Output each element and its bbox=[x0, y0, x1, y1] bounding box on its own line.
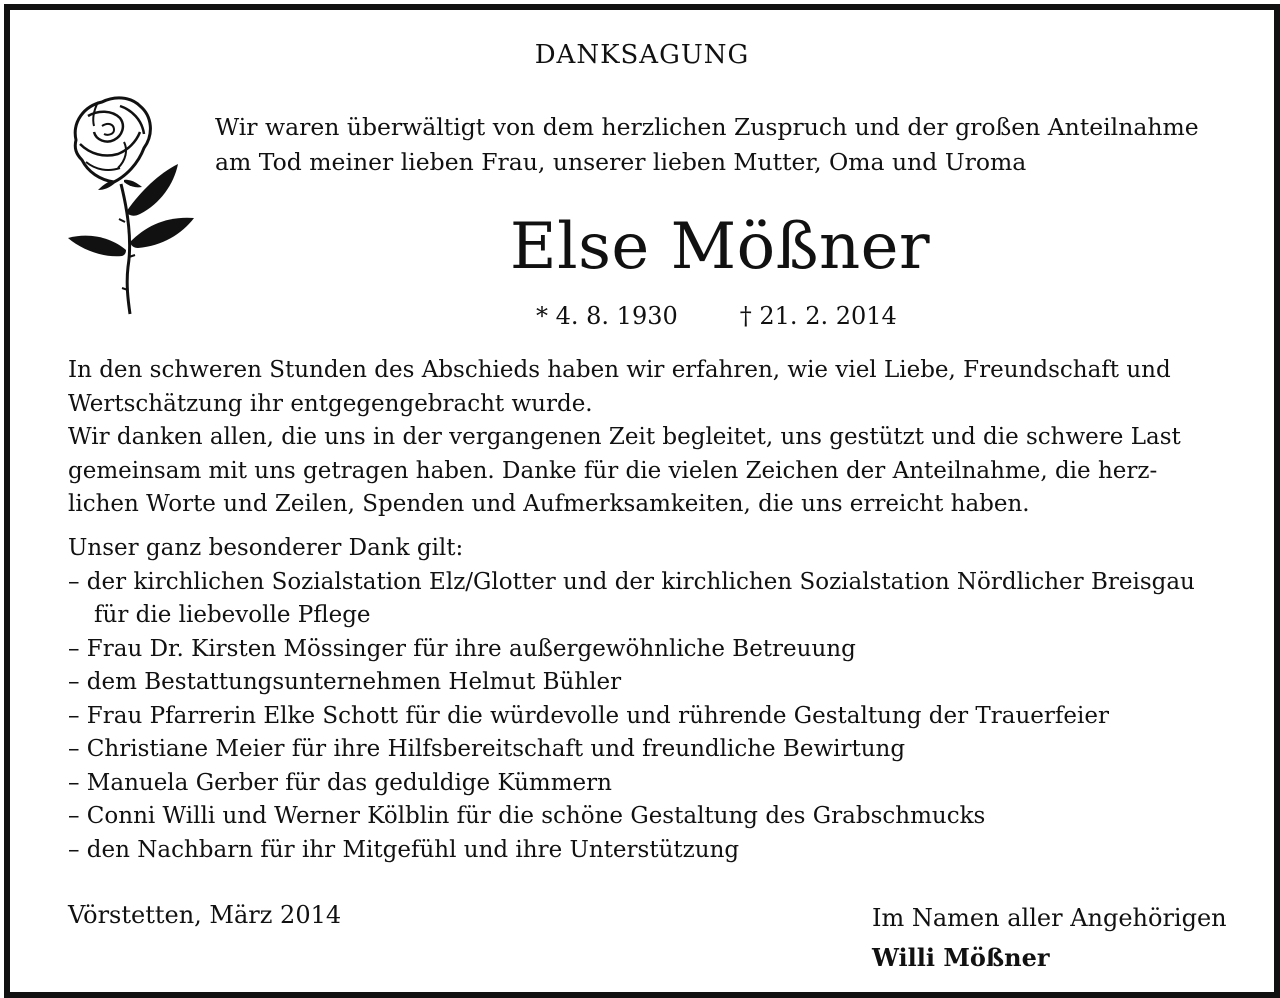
obituary-notice bbox=[4, 4, 1280, 998]
paragraph-line: gemeinsam mit uns getragen haben. Danke für die vielen Zeichen der Anteilnahme, die herz- bbox=[68, 457, 1158, 484]
paragraph-line: Wir danken allen, die uns in der vergangenen Zeit begleitet, uns gestützt und die schwere Last bbox=[68, 424, 1181, 450]
intro-line: Wir waren überwältigt von dem herzlichen Zuspruch und der großen Anteilnahme bbox=[215, 113, 1199, 141]
intro-line: am Tod meiner lieben Frau, unserer lieben Mutter, Oma und Uroma bbox=[215, 148, 1027, 176]
signer-name: Willi Mößner bbox=[872, 943, 1050, 972]
list-item: – dem Bestattungsunternehmen Helmut Bühler bbox=[68, 669, 622, 695]
list-item: – Frau Pfarrerin Elke Schott für die würdevolle und rührende Gestaltung der Trauerfeier bbox=[68, 702, 1109, 729]
special-thanks-intro: Unser ganz besonderer Dank gilt: bbox=[68, 535, 464, 561]
paragraph-line: Wertschätzung ihr entgegengebracht wurde. bbox=[68, 390, 593, 417]
paragraph-line: In den schweren Stunden des Abschieds haben wir erfahren, wie viel Liebe, Freundschaft und bbox=[68, 357, 1171, 383]
list-item-continuation: für die liebevolle Pflege bbox=[94, 602, 371, 628]
signature-block bbox=[872, 898, 1227, 978]
list-item: – den Nachbarn für ihr Mitgefühl und ihre Unterstützung bbox=[68, 836, 740, 863]
list-item: – Christiane Meier für ihre Hilfsbereitschaft und freundliche Bewirtung bbox=[68, 736, 906, 762]
rose-icon bbox=[58, 92, 198, 318]
notice-heading: DANKSAGUNG bbox=[534, 40, 750, 70]
paragraph-line: lichen Worte und Zeilen, Spenden und Aufmerksamkeiten, die uns erreicht haben. bbox=[68, 491, 1030, 517]
list-item: – der kirchlichen Sozialstation Elz/Glotter und der kirchlichen Sozialstation Nördlicher Breisgau bbox=[68, 568, 1195, 595]
life-dates bbox=[536, 299, 936, 333]
deceased-name: Else Mößner bbox=[509, 210, 931, 284]
list-item: – Manuela Gerber für das geduldige Kümmern bbox=[68, 769, 612, 796]
death-date: † 21. 2. 2014 bbox=[739, 302, 897, 330]
birth-date: * 4. 8. 1930 bbox=[536, 302, 678, 330]
list-item: – Conni Willi und Werner Kölblin für die schöne Gestaltung des Grabschmucks bbox=[68, 803, 986, 829]
on-behalf-text: Im Namen aller Angehörigen bbox=[872, 904, 1227, 932]
thanks-paragraph bbox=[68, 354, 1234, 522]
special-thanks-list bbox=[68, 532, 1234, 867]
place-and-date: Vörstetten, März 2014 bbox=[68, 901, 342, 929]
list-item: – Frau Dr. Kirsten Mössinger für ihre außergewöhnliche Betreuung bbox=[68, 635, 856, 662]
intro-text bbox=[215, 110, 1235, 180]
